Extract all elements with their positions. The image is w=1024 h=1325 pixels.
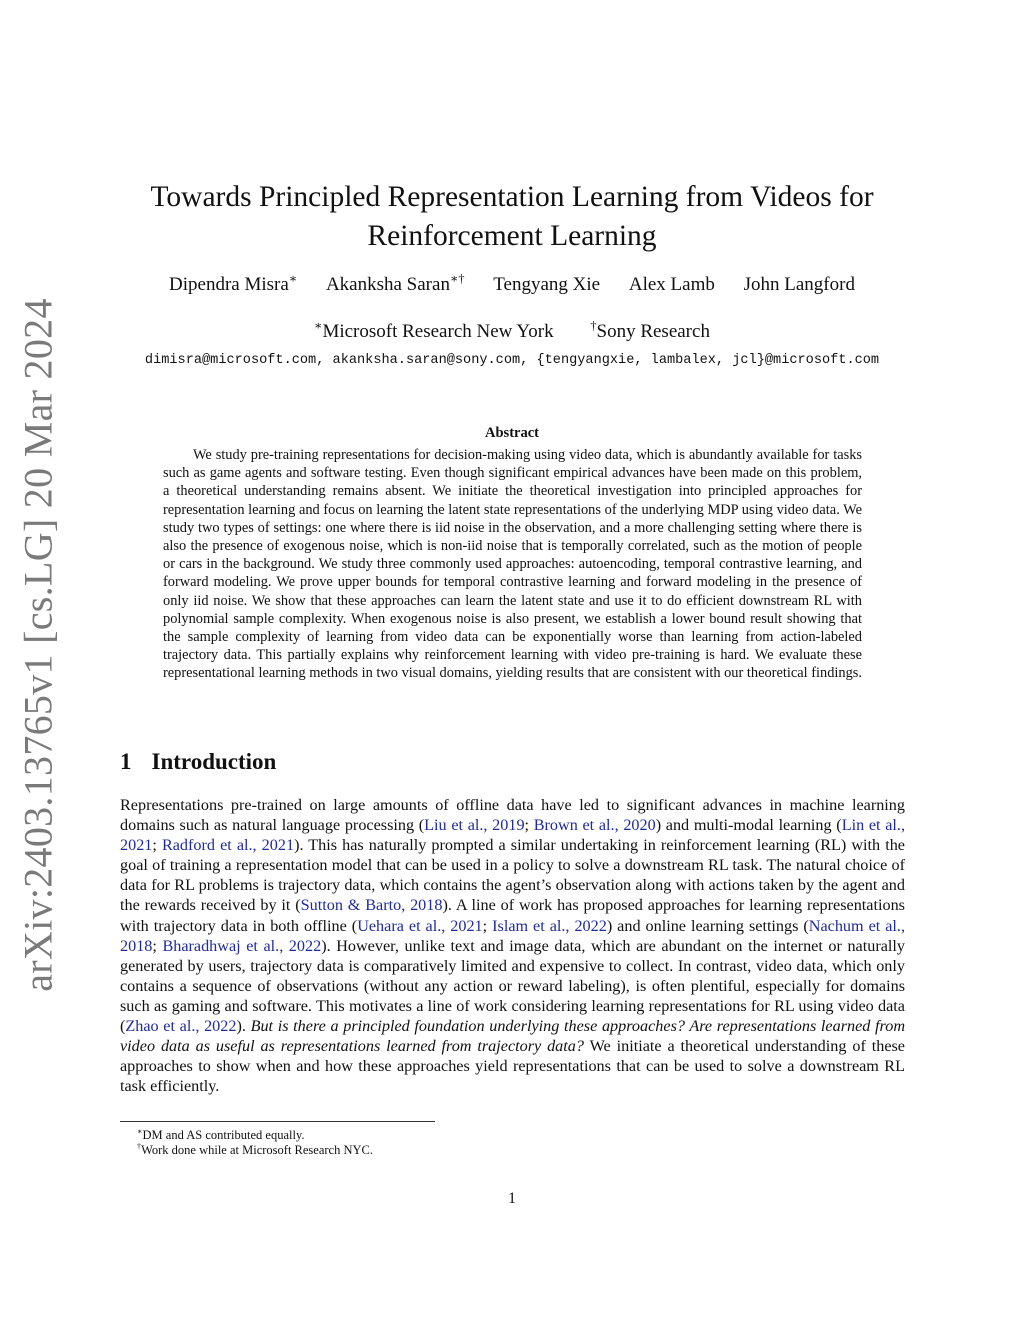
section-title: Introduction [151, 749, 277, 774]
arxiv-identifier: arXiv:2403.13765v1 [cs.LG] 20 Mar 2024 [15, 298, 61, 992]
section-number: 1 [120, 749, 132, 774]
citation-link[interactable]: Radford et al., 2021 [161, 836, 295, 855]
footnote-rule [120, 1121, 435, 1122]
affiliation-list [120, 319, 904, 343]
section-heading [120, 749, 276, 775]
research-question: But is there a principled foundation underlying these approaches? Are representations learned from video data as useful as representations learned from trajectory data? [120, 1017, 906, 1056]
title-line-2: Reinforcement Learning [367, 220, 657, 252]
introduction-paragraph: Representations pre-trained on large amounts of offline data have led to significant advances in machine learning domains such as natural language processing (Liu et al., 2019; Brown et al., 2020) and multi-modal learning (Lin et al., 2021; Radford et al., 2021). This has naturally prompted a similar undertaking in reinforcement learning (RL) with the goal of training a representation model that can be used in a policy to solve a downstream RL task. The natural choice of data for RL problems is trajectory data, which contains the agent’s observation along with actions taken by the agent and the rewards received by it (Sutton & Barto, 2018). A line of work has proposed approaches for learning representations with trajectory data in both offline (Uehara et al., 2021; Islam et al., 2022) and online learning settings (Nachum et al., 2018; Bharadhwaj et al., 2022). However, unlike text and image data, which are abundant on the internet or naturally generated by users, trajectory data is comparatively limited and expensive to collect. In contrast, video data, which only contains a sequence of observations (without any action or reward labeling), is often plentiful, especially for domains such as gaming and software. This motivates a line of work considering learning representations for RL using video data (Zhao et al., 2022). But is there a principled foundation underlying these approaches? Are representations learned from video data as useful as representations learned from trajectory data? We initiate a theoretical understanding of these approaches to show when and how these approaches yield representations that can be used to solve a downstream RL task efficiently. [120, 796, 906, 1096]
citation-link[interactable]: Liu et al., 2019 [424, 816, 525, 835]
author-list [120, 272, 904, 296]
author: John Langford [743, 274, 855, 296]
footnote: †Work done while at Microsoft Research NYC. [137, 1142, 373, 1158]
author: Akanksha Saran∗† [325, 272, 465, 296]
citation-link[interactable]: Bharadhwaj et al., 2022 [162, 936, 322, 955]
abstract-heading: Abstract [485, 425, 539, 441]
citation-link[interactable]: Lin et al., 2021 [120, 816, 906, 855]
paper-title [120, 178, 904, 256]
title-line-1: Towards Principled Representation Learning from Videos for [150, 181, 874, 213]
abstract-text: We study pre-training representations for decision-making using video data, which is abundantly available for tasks such as game agents and software testing. Even though significant empirical advances have been made on this problem, a theoretical understanding remains absent. We initiate the theoretical investigation into principled approaches for representation learning and focus on learning the latent state representations of the underlying MDP using video data. We study two types of settings: one where there is iid noise in the observation, and a more challenging setting where there is also the presence of exogenous noise, which is non-iid noise that is temporally correlated, such as the motion of people or cars in the background. We study three commonly used approaches: autoencoding, temporal contrastive learning, and forward modeling. We prove upper bounds for temporal contrastive learning and forward modeling in the presence of only iid noise. We show that these approaches can learn the latent state and use it to do efficient downstream RL with polynomial sample complexity. When exogenous noise is also present, we establish a lower bound result showing that the sample complexity of learning from video data can be exponentially worse than learning from action-labeled trajectory data. This partially explains why reinforcement learning with video pre-training is hard. We evaluate these representational learning methods in two visual domains, yielding results that are consistent with our theoretical findings. [163, 447, 862, 682]
citation-link[interactable]: Sutton & Barto, 2018 [300, 896, 443, 915]
citation-link[interactable]: Brown et al., 2020 [533, 816, 656, 835]
author: Tengyang Xie [493, 274, 601, 296]
citation-link[interactable]: Uehara et al., 2021 [357, 916, 483, 935]
affiliation: ∗Microsoft Research New York [314, 319, 554, 343]
citation-link[interactable]: Zhao et al., 2022 [125, 1017, 237, 1036]
affiliation: †Sony Research [590, 319, 710, 343]
author: Alex Lamb [628, 274, 715, 296]
footnote: ∗DM and AS contributed equally. [137, 1127, 305, 1143]
citation-link[interactable]: Islam et al., 2022 [492, 916, 607, 935]
citation-link[interactable]: Nachum et al., 2018 [120, 916, 906, 955]
page-number: 1 [508, 1190, 516, 1207]
author: Dipendra Misra∗ [169, 272, 298, 296]
author-emails: dimisra@microsoft.com, akanksha.saran@sony.com, {tengyangxie, lambalex, jcl}@microsoft.com [144, 353, 880, 368]
arxiv-sidebar [8, 298, 68, 992]
